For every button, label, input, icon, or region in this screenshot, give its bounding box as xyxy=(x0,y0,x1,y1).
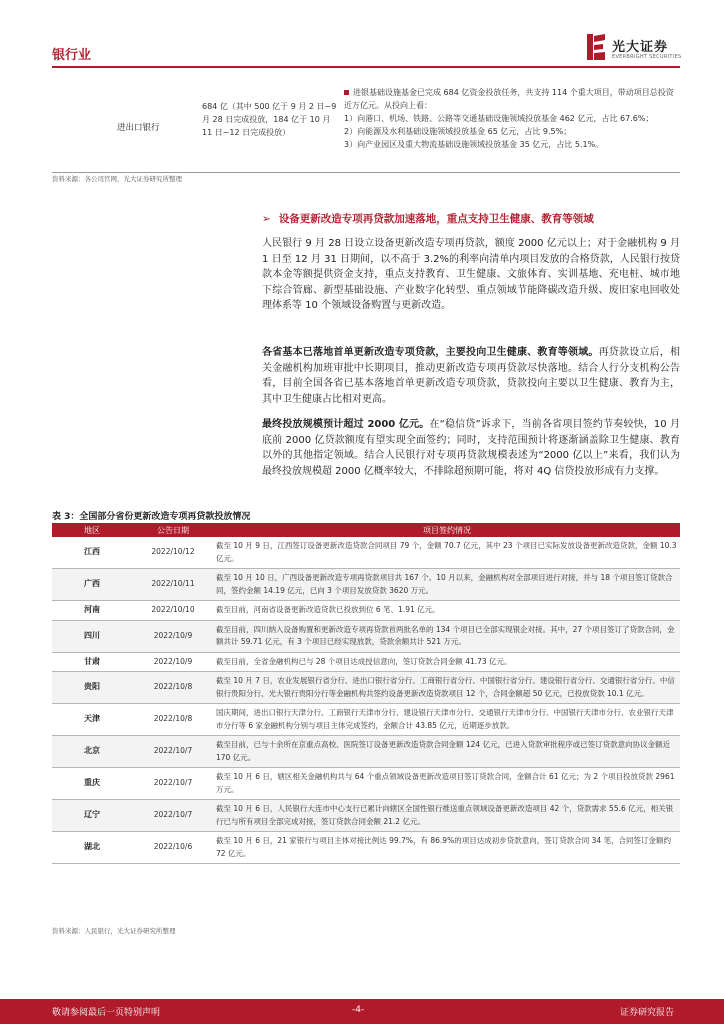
progress-cell: 截至 10 月 6 日，辖区相关金融机构共与 64 个重点领域设备更新改造项目签订贷款合同，金额合计 61 亿元；为 2 个项目投放贷款 2961 万元。 xyxy=(214,768,680,800)
table-row xyxy=(52,832,680,864)
region-cell: 湖北 xyxy=(52,832,132,864)
progress-cell: 截至目前，已与十余所在京重点高校、医院签订设备更新改造贷款合同金额 124 亿元，已进入贷款审批程序或已签订贷款意向协议金额近 170 亿元。 xyxy=(214,736,680,768)
section-heading: ➢ 设备更新改造专项再贷款加速落地，重点支持卫生健康、教育等领域 xyxy=(262,213,594,225)
region-cell: 贵阳 xyxy=(52,672,132,704)
region-cell: 辽宁 xyxy=(52,800,132,832)
date-cell: 2022/10/7 xyxy=(132,736,214,768)
paragraph-3-lead: 最终投放规模预计超过 2000 亿元。 xyxy=(262,419,430,430)
paragraph-3: 最终投放规模预计超过 2000 亿元。在“稳信贷”诉求下，当前各省项目签约节奏较快，10 月底前 2000 亿贷款额度有望实现全面签约；同时，支持范围预计将逐渐涵盖除卫生健康、教育以外的其他指定领域。结合人民银行对专项再贷款规模表述为“2000 亿以上”来看，我们认为最终投放规模超 2000 亿概率较大，不排除超预期可能，将对 4Q 信贷投放形成有力支撑。 xyxy=(262,419,681,477)
source-note: 资料来源：各公司官网，光大证券研究所整理 xyxy=(52,175,182,183)
bullet-icon xyxy=(344,90,349,95)
date-cell: 2022/10/8 xyxy=(132,672,214,704)
date-cell: 2022/10/8 xyxy=(132,704,214,736)
table-title: 表 3：全国部分省份更新改造专项再贷款投放情况 xyxy=(52,512,251,522)
table-header-row xyxy=(52,523,680,537)
top-table xyxy=(52,78,680,173)
date-cell: 2022/10/9 xyxy=(132,652,214,672)
date-cell: 2022/10/11 xyxy=(132,569,214,601)
everbright-logo-icon xyxy=(585,32,607,62)
table-row xyxy=(52,78,680,173)
bank-name: 进出口银行 xyxy=(117,123,160,133)
col-header-progress: 项目签约情况 xyxy=(214,523,680,537)
date-cell: 2022/10/9 xyxy=(132,620,214,652)
paragraph-1: 人民银行 9 月 28 日设立设备更新改造专项再贷款，额度 2000 亿元以上；对于金融机构 9 月 1 日至 12 月 31 日期间，以不高于 3.2%的利率向清单内项目发放的合格贷款，人民银行按贷款本金等额提供资金支持，重点支持教育、卫生健康、文旅体育、实训基地、充电桩、城市地下综合管廊、新型基础设施、产业数字化转型、重点领域节能降碳改造升级、废旧家电回收处理体系等 10 个领域设备购置与更新改造。 xyxy=(262,238,680,311)
table-row xyxy=(52,704,680,736)
details-line: 3）向产业园区及重大物流基础设施领域投放基金 35 亿元，占比 5.1%。 xyxy=(344,140,604,149)
investment-details xyxy=(344,86,680,151)
table-row xyxy=(52,800,680,832)
details-line: 1）向港口、机场、铁路、公路等交通基础设施领域投放基金 462 亿元，占比 67.6%； xyxy=(344,114,654,123)
arrow-bullet-icon: ➢ xyxy=(262,213,271,225)
report-type: 证券研究报告 xyxy=(620,1008,675,1018)
date-cell: 2022/10/10 xyxy=(132,601,214,621)
progress-cell: 国庆期间，进出口银行天津分行、工商银行天津市分行、建设银行天津市分行、交通银行天津市分行、中国银行天津市分行、农业银行天津市分行等 6 家金融机构分别与项目主体完成签约，金额合计 43.85 亿元，近期逐步放款。 xyxy=(214,704,680,736)
brand-logo xyxy=(585,32,695,66)
province-loan-table xyxy=(52,523,680,864)
progress-cell: 截至目前，全省金融机构已与 28 个项目达成授信意向，签订贷款合同金额 41.73 亿元。 xyxy=(214,652,680,672)
table-source-note: 资料来源：人民银行，光大证券研究所整理 xyxy=(52,927,176,935)
progress-cell: 截至目前，河南省设备更新改造贷款已投放到位 6 笔、1.91 亿元。 xyxy=(214,601,680,621)
date-cell: 2022/10/7 xyxy=(132,800,214,832)
region-cell: 河南 xyxy=(52,601,132,621)
region-cell: 天津 xyxy=(52,704,132,736)
details-line: 进银基础设施基金已完成 684 亿资金投放任务，共支持 114 个重大项目，带动项目总投资近万亿元。从投向上看： xyxy=(344,88,674,110)
col-header-date: 公告日期 xyxy=(132,523,214,537)
progress-cell: 截至 10 月 7 日，农业发展银行省分行、进出口银行省分行、工商银行省分行、中国银行省分行、建设银行省分行、交通银行省分行、中信银行贵阳分行、光大银行贵阳分行等金融机构共签约设备更新改造贷款项目 12 个，合同金额超 50 亿元，已投放贷款 10.1 亿元。 xyxy=(214,672,680,704)
paragraph-2: 各省基本已落地首单更新改造专项贷款，主要投向卫生健康、教育等领域。再贷款设立后，相关金融机构加班审批中长期项目，推动更新改造专项再贷款尽快落地。结合人行分支机构公告看，目前全国各省已基本落地首单更新改造专项贷款，贷款投向主要以卫生健康、教育为主，其中卫生健康占比相对更高。 xyxy=(262,347,681,405)
date-cell: 2022/10/6 xyxy=(132,832,214,864)
section-tag: 银行业 xyxy=(52,48,92,63)
table-row xyxy=(52,569,680,601)
table-row xyxy=(52,601,680,621)
col-header-region: 地区 xyxy=(52,523,132,537)
progress-cell: 截至 10 月 6 日，人民银行大连市中心支行已累计向辖区全国性银行推送重点领域设备更新改造项目 42 个，贷款需求 55.6 亿元，相关银行已与所有项目全部完成对接，签订贷款合同金额 21.2 亿元。 xyxy=(214,800,680,832)
progress-cell: 截至 10 月 10 日，广西设备更新改造专项再贷款项目共 167 个。10 月以来，金融机构对全部项目进行对接，并与 18 个项目签订贷款合同，签约金额 14.19 亿元，已向 3 个项目发放贷款 3620 万元。 xyxy=(214,569,680,601)
details-line: 2）向能源及水利基础设施领域投放基金 65 亿元，占比 9.5%； xyxy=(344,127,572,136)
progress-cell: 截至 10 月 6 日，21 家银行与项目主体对接比例达 99.7%，有 86.9%的项目达成初步贷款意向，签订贷款合同 34 笔，合同签订金额约 72 亿元。 xyxy=(214,832,680,864)
region-cell: 甘肃 xyxy=(52,652,132,672)
table-row xyxy=(52,620,680,652)
header-divider xyxy=(52,66,680,68)
investment-amount: 684 亿（其中 500 亿于 9 月 2 日~9 月 28 日完成投放，184 亿于 10 月 11 日~12 日完成投放） xyxy=(202,102,337,137)
logo-text: 光大证券 xyxy=(612,40,669,55)
date-cell: 2022/10/12 xyxy=(132,537,214,569)
table-row xyxy=(52,652,680,672)
paragraph-2-lead: 各省基本已落地首单更新改造专项贷款，主要投向卫生健康、教育等领域。 xyxy=(262,347,599,358)
region-cell: 北京 xyxy=(52,736,132,768)
progress-cell: 截至目前，四川纳入设备购置和更新改造专项再贷款首两批名单的 134 个项目已全部实现银企对接。其中，27 个项目签订了贷款合同，金额共计 59.71 亿元，有 3 个项目已经实现放款，贷款余额共计 521 万元。 xyxy=(214,620,680,652)
disclaimer-link[interactable]: 敬请参阅最后一页特别声明 xyxy=(52,1008,161,1018)
region-cell: 广西 xyxy=(52,569,132,601)
table-row xyxy=(52,672,680,704)
date-cell: 2022/10/7 xyxy=(132,768,214,800)
progress-cell: 截至 10 月 9 日，江西签订设备更新改造贷款合同项目 79 个，金额 70.7 亿元，其中 23 个项目已实际发放设备更新改造贷款，金额 10.3 亿元。 xyxy=(214,537,680,569)
region-cell: 重庆 xyxy=(52,768,132,800)
page-number: -4- xyxy=(352,1005,365,1015)
region-cell: 四川 xyxy=(52,620,132,652)
table-row xyxy=(52,736,680,768)
table-row xyxy=(52,537,680,569)
logo-subtext: EVERBRIGHT SECURITIES xyxy=(612,54,682,60)
table-row xyxy=(52,768,680,800)
region-cell: 江西 xyxy=(52,537,132,569)
